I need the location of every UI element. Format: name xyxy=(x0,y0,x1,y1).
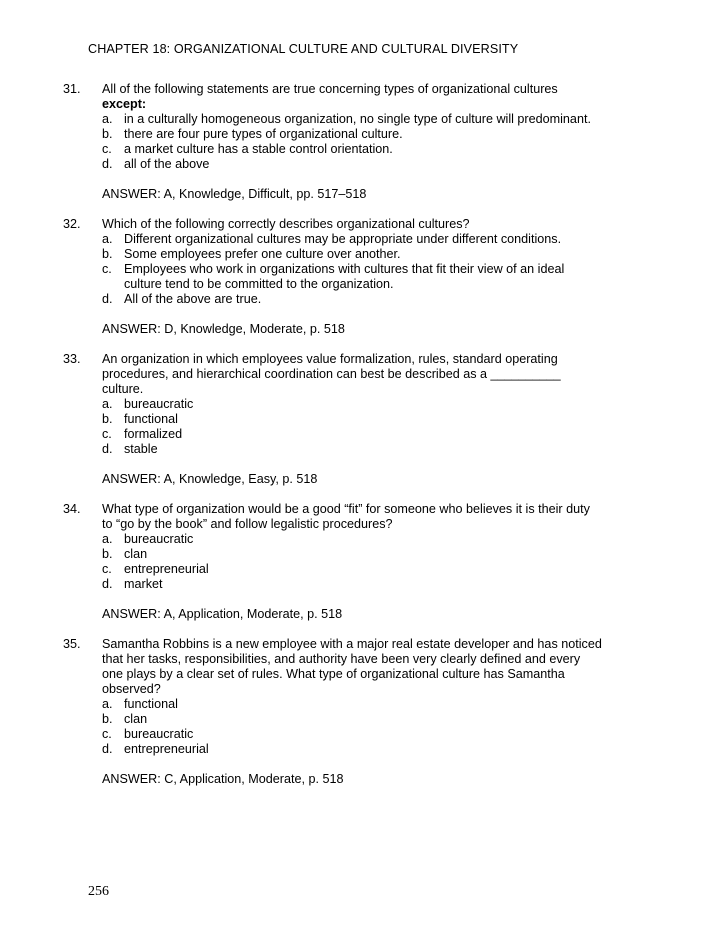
question-number: 33. xyxy=(63,352,81,366)
option-letter: c. xyxy=(102,427,112,441)
question-stem: Which of the following correctly describes organizational cultures? xyxy=(102,217,470,231)
option-letter: c. xyxy=(102,727,112,741)
question-32 xyxy=(63,217,603,337)
question-emphasis: except: xyxy=(102,97,147,111)
option-text: All of the above are true. xyxy=(124,292,262,306)
answer-line: ANSWER: A, Knowledge, Difficult, pp. 517–518 xyxy=(102,187,367,201)
option-letter: b. xyxy=(102,412,113,426)
option-list xyxy=(102,697,603,757)
option-text: bureaucratic xyxy=(124,532,194,546)
option-b xyxy=(102,412,603,427)
option-list xyxy=(102,112,603,172)
option-text: functional xyxy=(124,697,178,711)
option-text: there are four pure types of organizational culture. xyxy=(124,127,403,141)
question-31 xyxy=(63,82,603,202)
option-text: entrepreneurial xyxy=(124,742,209,756)
option-d xyxy=(102,292,603,307)
option-text: Different organizational cultures may be appropriate under different conditions. xyxy=(124,232,562,246)
option-letter: a. xyxy=(102,397,113,411)
option-letter: a. xyxy=(102,697,113,711)
question-stem: An organization in which employees value formalization, rules, standard operating procedures, and hierarchical coordination can best be described as a __________ culture. xyxy=(102,352,561,396)
option-letter: c. xyxy=(102,562,112,576)
option-letter: b. xyxy=(102,712,113,726)
option-c xyxy=(102,142,603,157)
option-text: bureaucratic xyxy=(124,727,194,741)
option-letter: a. xyxy=(102,232,113,246)
option-list xyxy=(102,532,603,592)
question-number: 32. xyxy=(63,217,81,231)
question-stem: Samantha Robbins is a new employee with a major real estate developer and has noticed that her tasks, responsibilities, and authority have been very clearly defined and every one plays by a clear set of rules. What type of organizational culture has Samantha observed? xyxy=(102,637,602,696)
option-b xyxy=(102,712,603,727)
page-number: 256 xyxy=(88,884,109,899)
option-d xyxy=(102,157,603,172)
option-text: formalized xyxy=(124,427,183,441)
option-letter: a. xyxy=(102,532,113,546)
option-letter: a. xyxy=(102,112,113,126)
page-header: CHAPTER 18: ORGANIZATIONAL CULTURE AND CULTURAL DIVERSITY xyxy=(88,42,519,56)
option-c xyxy=(102,262,603,292)
option-b xyxy=(102,247,603,262)
option-text: clan xyxy=(124,712,148,726)
option-text: stable xyxy=(124,442,158,456)
option-text: clan xyxy=(124,547,148,561)
answer-line: ANSWER: D, Knowledge, Moderate, p. 518 xyxy=(102,322,345,336)
option-text: bureaucratic xyxy=(124,397,194,411)
option-letter: c. xyxy=(102,262,112,276)
option-text: functional xyxy=(124,412,178,426)
option-b xyxy=(102,127,603,142)
option-c xyxy=(102,727,603,742)
question-number: 31. xyxy=(63,82,81,96)
option-letter: b. xyxy=(102,127,113,141)
option-letter: d. xyxy=(102,442,113,456)
question-number: 34. xyxy=(63,502,81,516)
question-stem: All of the following statements are true concerning types of organizational cultures xyxy=(102,82,558,96)
question-number: 35. xyxy=(63,637,81,651)
option-text: a market culture has a stable control orientation. xyxy=(124,142,393,156)
option-letter: d. xyxy=(102,577,113,591)
option-a xyxy=(102,112,603,127)
answer-line: ANSWER: A, Knowledge, Easy, p. 518 xyxy=(102,472,318,486)
option-text: in a culturally homogeneous organization, no single type of culture will predominant. xyxy=(124,112,591,126)
option-a xyxy=(102,397,603,412)
question-34 xyxy=(63,502,603,622)
option-d xyxy=(102,742,603,757)
question-stem: What type of organization would be a good “fit” for someone who believes it is their duty to “go by the book” and follow legalistic procedures? xyxy=(102,502,590,531)
option-text: all of the above xyxy=(124,157,210,171)
option-letter: d. xyxy=(102,742,113,756)
option-c xyxy=(102,562,603,577)
option-b xyxy=(102,547,603,562)
option-letter: c. xyxy=(102,142,112,156)
option-letter: b. xyxy=(102,247,113,261)
option-text: market xyxy=(124,577,163,591)
question-list xyxy=(63,82,603,802)
option-a xyxy=(102,697,603,712)
option-letter: d. xyxy=(102,292,113,306)
option-text: Employees who work in organizations with cultures that fit their view of an ideal culture tend to be committed to the organization. xyxy=(124,262,565,291)
answer-line: ANSWER: C, Application, Moderate, p. 518 xyxy=(102,772,344,786)
option-list xyxy=(102,397,603,457)
option-list xyxy=(102,232,603,307)
question-33 xyxy=(63,352,603,487)
option-a xyxy=(102,532,603,547)
option-c xyxy=(102,427,603,442)
option-d xyxy=(102,577,603,592)
option-letter: d. xyxy=(102,157,113,171)
option-d xyxy=(102,442,603,457)
answer-line: ANSWER: A, Application, Moderate, p. 518 xyxy=(102,607,343,621)
option-letter: b. xyxy=(102,547,113,561)
question-35 xyxy=(63,637,603,787)
option-text: entrepreneurial xyxy=(124,562,209,576)
option-a xyxy=(102,232,603,247)
option-text: Some employees prefer one culture over another. xyxy=(124,247,401,261)
